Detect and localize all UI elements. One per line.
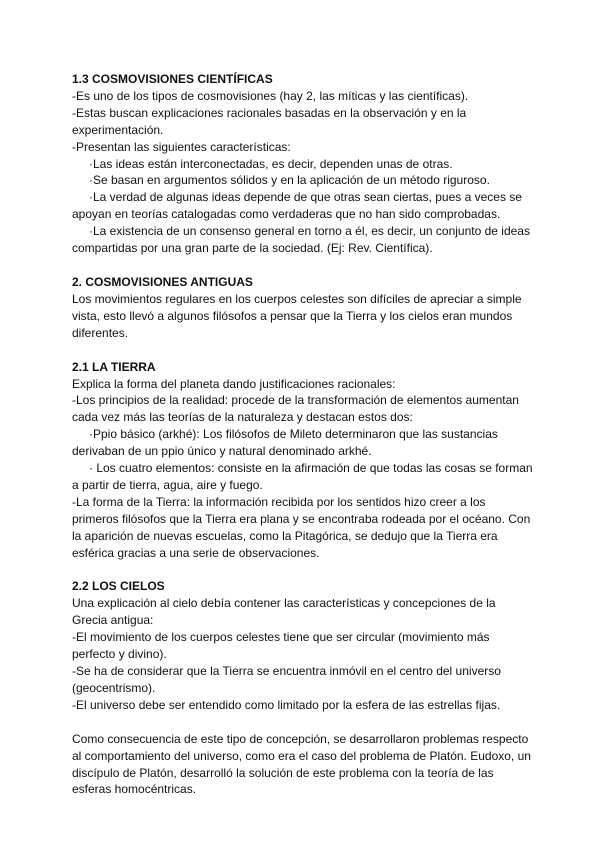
paragraph: Una explicación al cielo debía contener las características y concepciones de la Grecia antigua: xyxy=(72,596,496,628)
paragraph: -Se ha de considerar que la Tierra se encuentra inmóvil en el centro del universo (geocentrismo). xyxy=(72,664,501,695)
bullet-paragraph: ·La existencia de un consenso general en torno a él, es decir, un conjunto de ideas compartidas por una gran parte de la sociedad. (Ej: Rev. Científica). xyxy=(72,224,530,256)
paragraph: -El universo debe ser entendido como limitado por la esfera de las estrellas fijas. xyxy=(72,697,501,712)
section-heading: 2.2 LOS CIELOS xyxy=(72,579,165,594)
section-heading: 2. COSMOVISIONES ANTIGUAS xyxy=(72,274,253,289)
document-page xyxy=(72,71,534,815)
section-heading: 2.1 LA TIERRA xyxy=(72,359,156,374)
closing-paragraph: Como consecuencia de este tipo de concepción, se desarrollaron problemas respecto al comportamiento del universo, como era el caso del problema de Platón. Eudoxo, un discípulo de Platón, desarrolló la solución de este problema con la teoría de las esferas homocéntricas. xyxy=(72,731,531,797)
paragraph: -El movimiento de los cuerpos celestes tiene que ser circular (movimiento más perfecto y divino). xyxy=(72,630,490,662)
paragraph: Explica la forma del planeta dando justificaciones racionales: xyxy=(72,376,396,391)
paragraph: -Presentan las siguientes características: xyxy=(72,139,291,154)
paragraph: -Estas buscan explicaciones racionales basadas en la observación y en la experimentación. xyxy=(72,105,467,137)
section-la-tierra xyxy=(72,359,534,562)
bullet-paragraph: ·Ppio básico (arkhé): Los filósofos de Mileto determinaron que las sustancias derivaban de un ppio único y natural denominado arkhé. xyxy=(72,427,498,459)
paragraph-gap xyxy=(72,714,534,731)
paragraph: -Es uno de los tipos de cosmovisiones (hay 2, las míticas y las científicas). xyxy=(72,88,469,103)
bullet-paragraph: ·Las ideas están interconectadas, es decir, dependen unas de otras. xyxy=(89,156,453,171)
paragraph: -La forma de la Tierra: la información recibida por los sentidos hizo creer a los primeros filósofos que la Tierra era plana y se encontraba rodeada por el océano. Con la aparición de nuevas escuelas, como la Pitagórica, se dedujo que la Tierra era esférica gracias a una serie de observaciones. xyxy=(72,494,531,560)
bullet-paragraph: ·La verdad de algunas ideas depende de que otras sean ciertas, pues a veces se apoyan en teorías catalogadas como verdaderas que no han sido comprobadas. xyxy=(72,190,522,222)
section-cosmovisiones-antiguas xyxy=(72,274,534,342)
section-cosmovisiones-cientificas xyxy=(72,71,534,257)
paragraph: -Los principios de la realidad: procede de la transformación de elementos aumentan cada vez más las teorías de la naturaleza y destacan estos dos: xyxy=(72,393,519,425)
paragraph: Los movimientos regulares en los cuerpos celestes son difíciles de apreciar a simple vista, esto llevó a algunos filósofos a pensar que la Tierra y los cielos eran mundos diferentes. xyxy=(72,291,522,340)
section-los-cielos xyxy=(72,578,534,798)
bullet-paragraph: ·Se basan en argumentos sólidos y en la aplicación de un método riguroso. xyxy=(89,173,490,188)
bullet-paragraph: · Los cuatro elementos: consiste en la afirmación de que todas las cosas se forman a partir de tierra, agua, aire y fuego. xyxy=(72,461,533,492)
section-heading: 1.3 COSMOVISIONES CIENTÍFICAS xyxy=(72,72,273,86)
